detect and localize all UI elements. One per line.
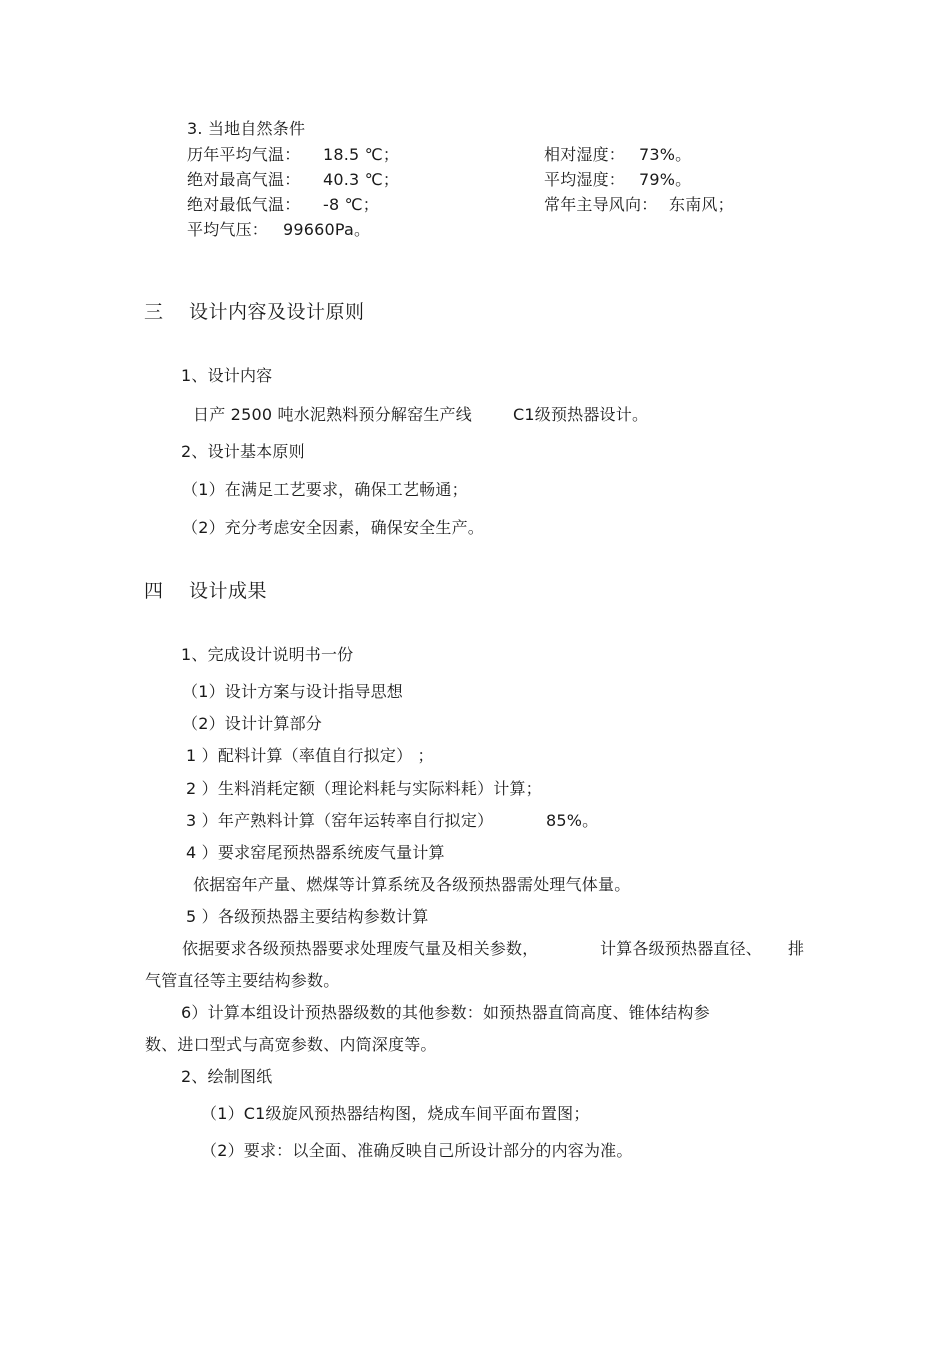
section3-number: 三 [144,301,164,323]
section4-number: 四 [144,580,164,602]
rel-humidity-value: 73%。 [639,145,692,164]
max-temp-label: 绝对最高气温： [187,170,301,189]
wind-value: 东南风； [669,195,734,214]
calc-item-5-desc-c: 排 [788,939,805,958]
design-content-text: 日产 2500 吨水泥熟料预分解窑生产线 [193,405,472,424]
conditions-heading: 3. 当地自然条件 [187,119,306,138]
design-content-text-b: C1级预热器设计。 [513,405,649,424]
calc-item-5-desc: 依据要求各级预热器要求处理废气量及相关参数， [182,939,539,958]
min-temp-label: 绝对最低气温： [187,195,301,214]
avg-temp-label: 历年平均气温： [187,145,301,164]
calc-item-2: 2 ）生料消耗定额（理论料耗与实际料耗）计算； [186,779,542,798]
design-principle-1: （1）在满足工艺要求，确保工艺畅通； [182,480,468,499]
design-principle-heading: 2、设计基本原则 [181,442,305,461]
calc-item-1: 1 ）配料计算（率值自行拟定） ； [186,746,434,765]
avg-temp-value: 18.5 ℃； [323,145,400,164]
deliverable-1-heading: 1、完成设计说明书一份 [181,645,354,664]
deliverable-1-sub2: （2）设计计算部分 [182,714,322,733]
calc-item-4: 4 ）要求窑尾预热器系统废气量计算 [186,843,445,862]
section4-title: 设计成果 [189,580,268,602]
deliverable-1-sub1: （1）设计方案与设计指导思想 [182,682,403,701]
deliverable-2-sub2: （2）要求：以全面、准确反映自己所设计部分的内容为准。 [201,1141,633,1160]
design-principle-2: （2）充分考虑安全因素，确保安全生产。 [182,518,484,537]
calc-item-5-desc-b: 计算各级预热器直径、 [600,939,763,958]
calc-item-5: 5 ）各级预热器主要结构参数计算 [186,907,429,926]
avg-humidity-value: 79%。 [639,170,692,189]
calc-item-3-rate: 85%。 [546,811,599,830]
avg-humidity-label: 平均湿度： [544,170,626,189]
wind-label: 常年主导风向： [544,195,658,214]
section3-title: 设计内容及设计原则 [189,301,365,323]
calc-item-5-desc-cont: 气管直径等主要结构参数。 [145,971,340,990]
pressure-label: 平均气压： [187,220,269,239]
calc-item-6: 6）计算本组设计预热器级数的其他参数：如预热器直筒高度、锥体结构参 [181,1003,710,1022]
deliverable-2-sub1: （1）C1级旋风预热器结构图，烧成车间平面布置图； [201,1104,590,1123]
deliverable-2-heading: 2、绘制图纸 [181,1067,273,1086]
rel-humidity-label: 相对湿度： [544,145,626,164]
min-temp-value: -8 ℃； [323,195,380,214]
calc-item-4-desc: 依据窑年产量、燃煤等计算系统及各级预热器需处理气体量。 [193,875,631,894]
design-content-heading: 1、设计内容 [181,366,273,385]
calc-item-3: 3 ）年产熟料计算（窑年运转率自行拟定） [186,811,494,830]
pressure-value: 99660Pa。 [283,220,371,239]
calc-item-6-cont: 数、进口型式与高宽参数、内筒深度等。 [145,1035,437,1054]
max-temp-value: 40.3 ℃； [323,170,400,189]
